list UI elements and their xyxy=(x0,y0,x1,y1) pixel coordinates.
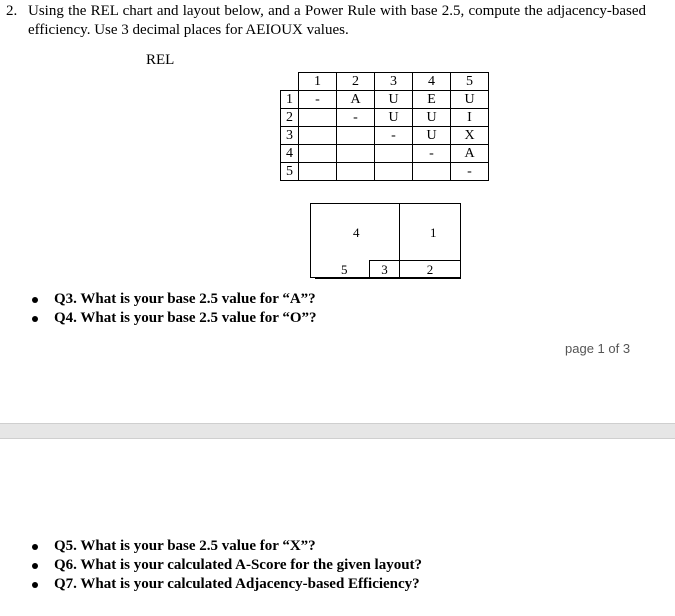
rel-col-header: 2 xyxy=(337,73,375,91)
bullet-icon xyxy=(32,297,38,303)
rel-col-header: 5 xyxy=(451,73,489,91)
rel-corner xyxy=(281,73,299,91)
dept-left-label: 4 xyxy=(353,225,360,240)
rel-col-header: 4 xyxy=(413,73,451,91)
rel-col-header: 3 xyxy=(375,73,413,91)
rel-cell: - xyxy=(451,163,489,181)
rel-cell: U xyxy=(375,91,413,109)
bullet-icon xyxy=(32,544,38,550)
rel-cell: - xyxy=(337,109,375,127)
question-item xyxy=(26,290,317,309)
problem-text: Using the REL chart and layout below, and a Power Rule with base 2.5, compute the adjacency-based efficiency. Use 3 decimal places for AEIOUX values. xyxy=(28,3,646,38)
question-item xyxy=(26,575,422,594)
rel-cell: U xyxy=(413,127,451,145)
question-text: Q3. What is your base 2.5 value for “A”? xyxy=(54,291,316,307)
layout-bottom-2 xyxy=(399,260,461,279)
questions-page1 xyxy=(26,290,317,328)
rel-cell xyxy=(299,163,337,181)
bullet-icon xyxy=(32,582,38,588)
questions-page2 xyxy=(26,537,422,594)
rel-row xyxy=(281,127,489,145)
layout-bottom-5 xyxy=(315,260,370,279)
rel-cell: I xyxy=(451,109,489,127)
layout-bottom-2-label: 2 xyxy=(426,262,434,277)
page-break-separator xyxy=(0,423,675,439)
rel-cell: - xyxy=(299,91,337,109)
rel-cell: X xyxy=(451,127,489,145)
question-item xyxy=(26,537,422,556)
rel-cell: A xyxy=(337,91,375,109)
rel-cell xyxy=(337,163,375,181)
question-text: Q5. What is your base 2.5 value for “X”? xyxy=(54,538,316,554)
bullet-icon xyxy=(32,563,38,569)
page-indicator: page 1 of 3 xyxy=(565,341,631,356)
rel-cell xyxy=(299,109,337,127)
dept-right-label: 1 xyxy=(430,225,437,240)
rel-cell xyxy=(299,127,337,145)
problem-number: 2. xyxy=(6,3,18,19)
layout-bottom-5-label: 5 xyxy=(341,262,348,277)
rel-cell: A xyxy=(451,145,489,163)
rel-row xyxy=(281,109,489,127)
question-text: Q7. What is your calculated Adjacency-based Efficiency? xyxy=(54,576,420,592)
rel-cell: - xyxy=(413,145,451,163)
rel-row-header: 1 xyxy=(281,91,299,109)
rel-row xyxy=(281,145,489,163)
rel-row xyxy=(281,91,489,109)
rel-cell: U xyxy=(375,109,413,127)
question-item xyxy=(26,309,317,328)
rel-row xyxy=(281,163,489,181)
rel-cell: U xyxy=(451,91,489,109)
rel-cell xyxy=(337,127,375,145)
rel-row-header: 4 xyxy=(281,145,299,163)
bullet-icon xyxy=(32,316,38,322)
rel-cell xyxy=(299,145,337,163)
rel-row-header: 3 xyxy=(281,127,299,145)
rel-cell xyxy=(375,145,413,163)
problem-statement xyxy=(6,2,646,40)
rel-row-header: 5 xyxy=(281,163,299,181)
rel-label: REL xyxy=(146,52,175,68)
rel-header-row xyxy=(281,73,489,91)
layout-bottom-3 xyxy=(369,260,400,279)
rel-cell: - xyxy=(375,127,413,145)
layout-bottom-3-label: 3 xyxy=(381,262,388,277)
rel-col-header: 1 xyxy=(299,73,337,91)
rel-cell xyxy=(413,163,451,181)
question-item xyxy=(26,556,422,575)
rel-cell: E xyxy=(413,91,451,109)
rel-cell: U xyxy=(413,109,451,127)
rel-cell xyxy=(337,145,375,163)
rel-chart xyxy=(280,72,489,181)
rel-cell xyxy=(375,163,413,181)
question-text: Q6. What is your calculated A-Score for the given layout? xyxy=(54,557,423,573)
question-text: Q4. What is your base 2.5 value for “O”? xyxy=(54,310,317,326)
rel-row-header: 2 xyxy=(281,109,299,127)
